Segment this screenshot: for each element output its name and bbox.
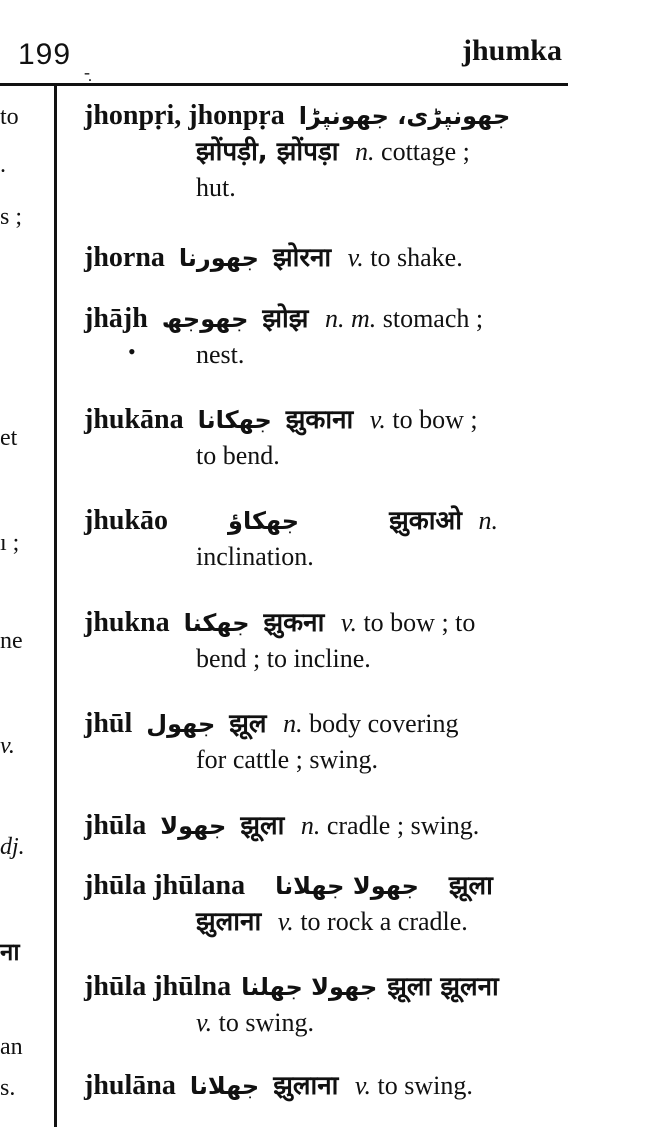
gloss: to bow ; to <box>363 608 476 637</box>
dictionary-entry <box>84 240 580 276</box>
dictionary-entry <box>84 98 580 206</box>
dictionary-entry <box>84 808 580 844</box>
headword: jhājh <box>84 303 148 334</box>
gloss-continued: inclination. <box>196 542 314 571</box>
gloss: body covering <box>309 709 459 738</box>
gloss-continued: hut. <box>196 173 236 202</box>
gloss: to swing. <box>377 1071 473 1100</box>
part-of-speech: n. <box>283 709 303 738</box>
gloss-continued: bend ; to incline. <box>196 644 371 673</box>
header-rule <box>0 83 568 86</box>
dictionary-entry <box>84 1068 580 1104</box>
part-of-speech: n. <box>478 506 499 535</box>
dictionary-entry <box>84 503 580 575</box>
hindi-script: झुकाओ <box>389 506 463 536</box>
hindi-script: झोरना <box>272 243 332 273</box>
headword: jhukna <box>84 607 170 638</box>
stray-mark: -̣ <box>84 62 90 82</box>
fragment: to <box>0 104 19 130</box>
fragment: dj. <box>0 834 25 860</box>
gloss: stomach ; <box>382 304 484 333</box>
dictionary-entry <box>84 301 580 373</box>
column-divider <box>54 86 57 1127</box>
gloss: to swing. <box>218 1008 314 1037</box>
gloss: cottage ; <box>381 137 470 166</box>
headword: jhūl <box>84 708 133 739</box>
hindi-script: झुकना <box>263 608 325 638</box>
gloss: cradle ; swing. <box>326 811 480 840</box>
dictionary-entry <box>84 969 580 1041</box>
urdu-script: جھورنا <box>178 244 259 272</box>
headword: jhonpṛi, jhonpṛa <box>84 100 285 131</box>
urdu-script: جھلانا <box>189 1072 260 1100</box>
fragment: ना <box>0 938 20 966</box>
part-of-speech: v. <box>196 1008 213 1037</box>
part-of-speech: v. <box>347 243 364 272</box>
part-of-speech: n. m. <box>324 304 377 333</box>
hindi-script: झूल <box>229 709 267 739</box>
gloss: to bow ; <box>392 405 478 434</box>
part-of-speech: v. <box>354 1071 372 1100</box>
gloss: to rock a cradle. <box>300 907 468 936</box>
hindi-script: झूला <box>240 811 285 841</box>
urdu-script: جھکنا <box>183 609 250 637</box>
dictionary-entry <box>84 868 580 940</box>
fragment: v. <box>0 733 15 759</box>
gloss-continued: to bend. <box>196 441 280 470</box>
gloss: to shake. <box>370 243 463 272</box>
dictionary-entry <box>84 706 580 778</box>
fragment: s ; <box>0 204 23 230</box>
part-of-speech: n. <box>300 811 321 840</box>
headword: jhorna <box>84 242 165 273</box>
previous-column-fragments <box>0 0 50 1127</box>
fragment: s. <box>0 1075 16 1101</box>
dictionary-entry <box>84 402 580 474</box>
urdu-script: جھولا <box>160 812 227 840</box>
headword: jhukāna <box>84 404 184 435</box>
running-head: jhumka <box>461 34 562 67</box>
urdu-script: جھکاؤ <box>228 507 300 535</box>
gloss-continued: for cattle ; swing. <box>196 745 378 774</box>
dictionary-entry <box>84 605 580 677</box>
headword: jhūla jhūlana <box>84 870 246 901</box>
urdu-script: جھونپڑی، جھونپڑا <box>298 102 511 130</box>
hindi-script: झुलाना <box>273 1071 339 1101</box>
headword: jhulāna <box>84 1070 176 1101</box>
hindi-script: झोंपड़ी, झोंपड़ा <box>196 137 339 167</box>
page-number: 199 <box>18 38 72 71</box>
part-of-speech: n. <box>355 137 375 166</box>
headword: jhukāo <box>84 505 169 536</box>
fragment: . <box>0 152 6 178</box>
urdu-script: جھول <box>146 710 216 738</box>
gloss-continued: nest. <box>196 340 245 369</box>
part-of-speech: v. <box>369 405 386 434</box>
fragment: ne <box>0 628 23 654</box>
hindi-script: झुकाना <box>285 405 354 435</box>
fragment: ı ; <box>0 530 20 556</box>
hindi-script: झूला <box>448 871 493 901</box>
hindi-script: झोझ <box>262 304 309 334</box>
part-of-speech: v. <box>340 608 357 637</box>
hindi-script-continued: झुलाना <box>196 907 262 937</box>
headword: jhūla <box>84 810 147 841</box>
headword: jhūla jhūlna <box>84 971 232 1002</box>
fragment: et <box>0 425 18 451</box>
urdu-script: جھکانا <box>197 406 272 434</box>
hindi-script: झूला झूलना <box>387 972 499 1002</box>
stray-dot: • <box>128 339 136 364</box>
urdu-script: جھولا جھلنا <box>241 973 378 1001</box>
fragment: an <box>0 1034 23 1060</box>
urdu-script: جھوجھ <box>161 305 249 333</box>
part-of-speech: v. <box>277 907 294 936</box>
urdu-script: جھولا جھلانا <box>275 872 419 900</box>
